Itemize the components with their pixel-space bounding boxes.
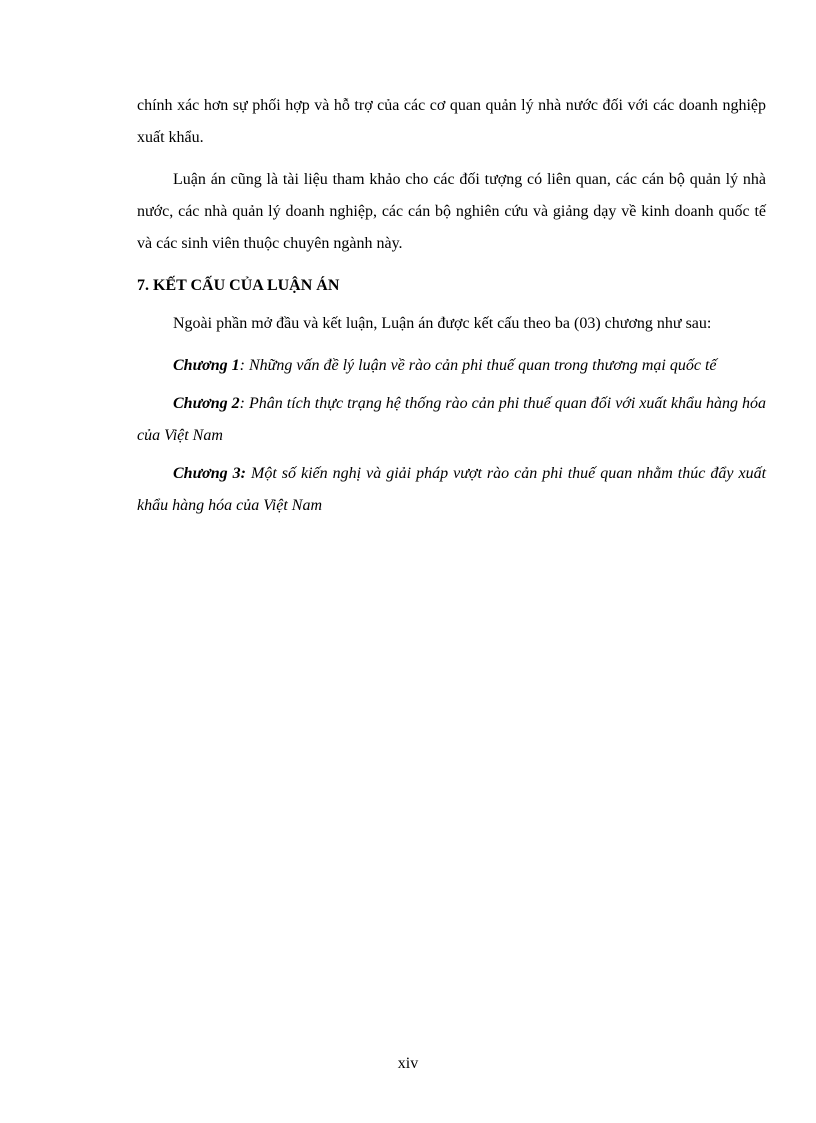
paragraph-reference: Luận án cũng là tài liệu tham khảo cho các đối tượng có liên quan, các cán bộ quản lý nhà nước, các nhà quản lý doanh nghiệp, các cán bộ nghiên cứu và giảng dạy về kinh doanh quốc tế và các sinh viên thuộc chuyên ngành này. bbox=[137, 171, 766, 252]
section-heading: 7. KẾT CẤU CỦA LUẬN ÁN bbox=[137, 277, 340, 294]
section-intro: Ngoài phần mở đầu và kết luận, Luận án được kết cấu theo ba (03) chương như sau: bbox=[173, 315, 712, 332]
page-body bbox=[137, 90, 766, 528]
chapter-2-label: Chương 2 bbox=[173, 395, 240, 412]
chapter-1-label: Chương 1 bbox=[173, 357, 240, 374]
chapter-3-label: Chương 3: bbox=[173, 465, 246, 482]
page-number: xiv bbox=[397, 1055, 419, 1072]
chapter-1-title: : Những vấn đề lý luận về rào cản phi thuế quan trong thương mại quốc tế bbox=[239, 357, 717, 374]
chapter-2-title: : Phân tích thực trạng hệ thống rào cản phi thuế quan đối với xuất khẩu hàng hóa của Việt Nam bbox=[137, 395, 766, 444]
chapter-3-entry bbox=[137, 458, 766, 522]
chapter-1-entry bbox=[137, 350, 766, 382]
chapter-2-entry bbox=[137, 388, 766, 452]
paragraph-continuation: chính xác hơn sự phối hợp và hỗ trợ của các cơ quan quản lý nhà nước đối với các doanh nghiệp xuất khẩu. bbox=[137, 97, 766, 146]
chapter-3-title: Một số kiến nghị và giải pháp vượt rào cản phi thuế quan nhằm thúc đẩy xuất khẩu hàng hóa của Việt Nam bbox=[137, 465, 767, 514]
